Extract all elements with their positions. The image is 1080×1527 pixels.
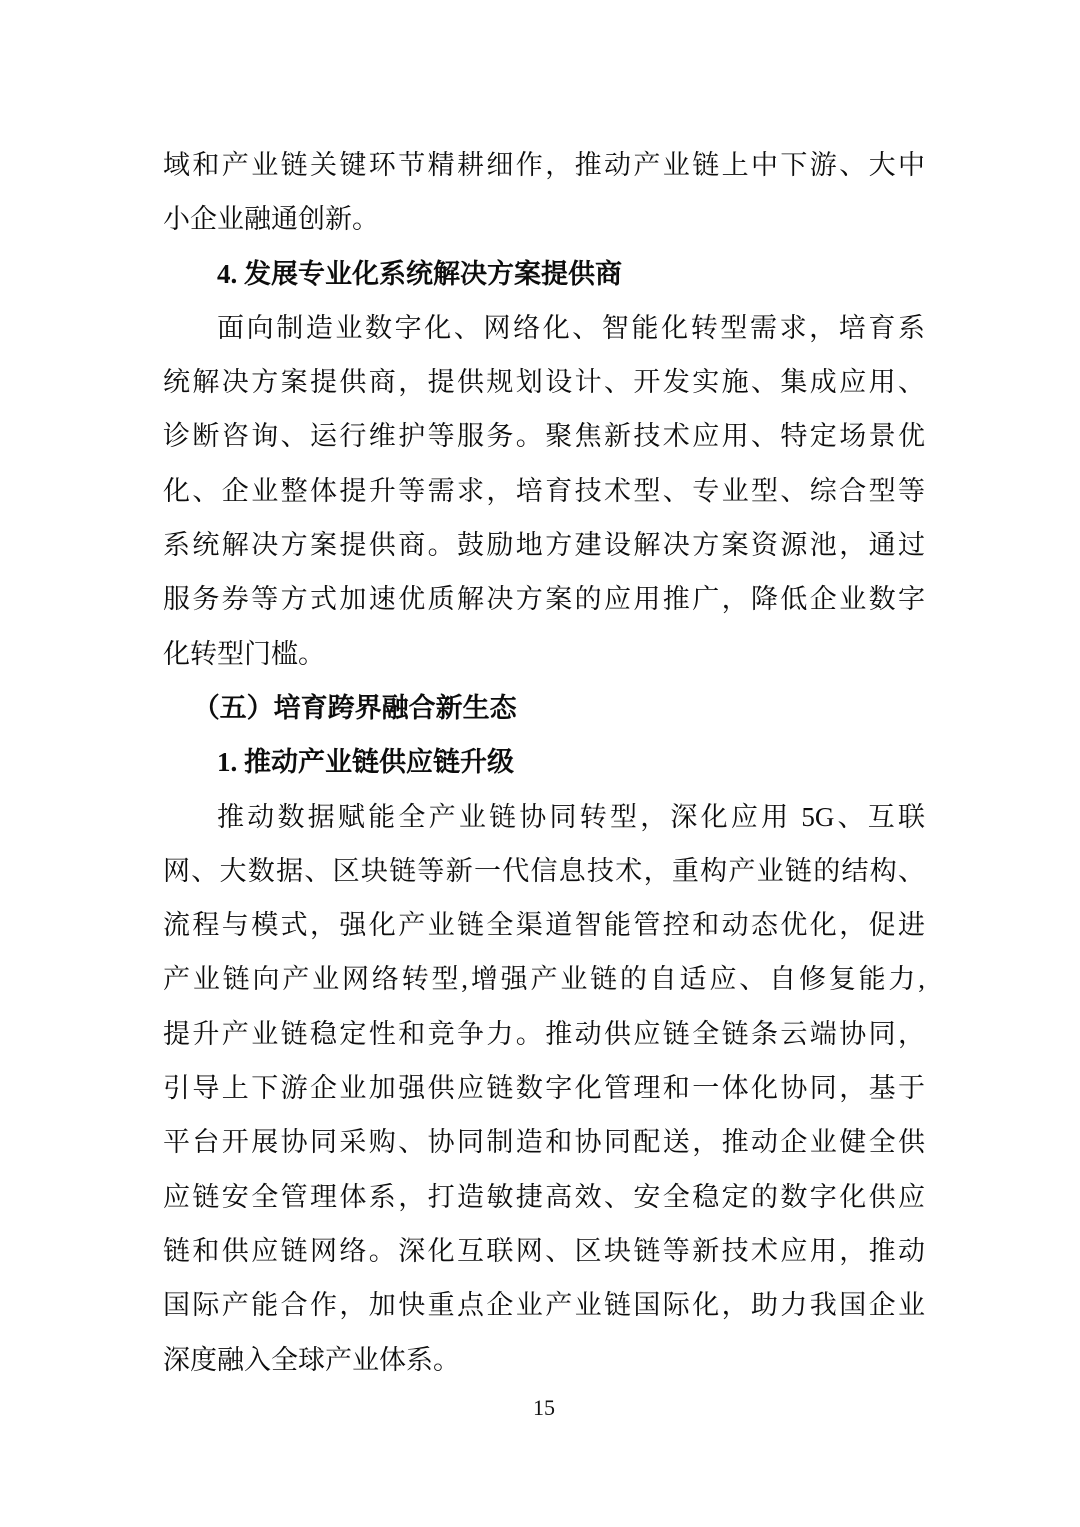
- page-number: 15: [533, 1394, 555, 1420]
- text-line: 域和产业链关键环节精耕细作，推动产业链上中下游、大中: [163, 150, 925, 180]
- text-line: 面向制造业数字化、网络化、智能化转型需求，培育系: [217, 312, 925, 343]
- heading-line: 4. 发展专业化系统解决方案提供商: [217, 258, 622, 289]
- heading-line: 1. 推动产业链供应链升级: [217, 747, 514, 778]
- text-line: 提升产业链稳定性和竞争力。推动供应链全链条云端协同，: [163, 1018, 925, 1049]
- text-line: 链和供应链网络。深化互联网、区块链等新技术应用，推动: [163, 1235, 925, 1266]
- text-line: 统解决方案提供商，提供规划设计、开发实施、集成应用、: [163, 367, 925, 398]
- text-line: 深度融入全球产业体系。: [163, 1344, 460, 1375]
- text-line: 平台开展协同采购、协同制造和协同配送，推动企业健全供: [163, 1127, 925, 1158]
- text-line: 产业链向产业网络转型,增强产业链的自适应、自修复能力,: [163, 964, 925, 995]
- text-line: 化转型门槛。: [163, 638, 325, 669]
- text-line: 服务券等方式加速优质解决方案的应用推广，降低企业数字: [163, 584, 925, 615]
- text-line: 流程与模式，强化产业链全渠道智能管控和动态优化，促进: [163, 910, 925, 941]
- text-line: 应链安全管理体系，打造敏捷高效、安全稳定的数字化供应: [163, 1181, 925, 1212]
- heading-line: （五）培育跨界融合新生态: [192, 692, 517, 723]
- text-line: 化、企业整体提升等需求，培育技术型、专业型、综合型等: [163, 475, 925, 506]
- text-line: 国际产能合作，加快重点企业产业链国际化，助力我国企业: [163, 1290, 925, 1321]
- text-line: 系统解决方案提供商。鼓励地方建设解决方案资源池，通过: [163, 530, 925, 561]
- text-line: 小企业融通创新。: [163, 204, 379, 235]
- text-line: 网、大数据、区块链等新一代信息技术，重构产业链的结构、: [163, 855, 925, 886]
- text-line: 推动数据赋能全产业链协同转型，深化应用 5G、互联: [217, 801, 925, 832]
- text-line: 诊断咨询、运行维护等服务。聚焦新技术应用、特定场景优: [163, 421, 925, 452]
- text-line: 引导上下游企业加强供应链数字化管理和一体化协同，基于: [163, 1073, 925, 1104]
